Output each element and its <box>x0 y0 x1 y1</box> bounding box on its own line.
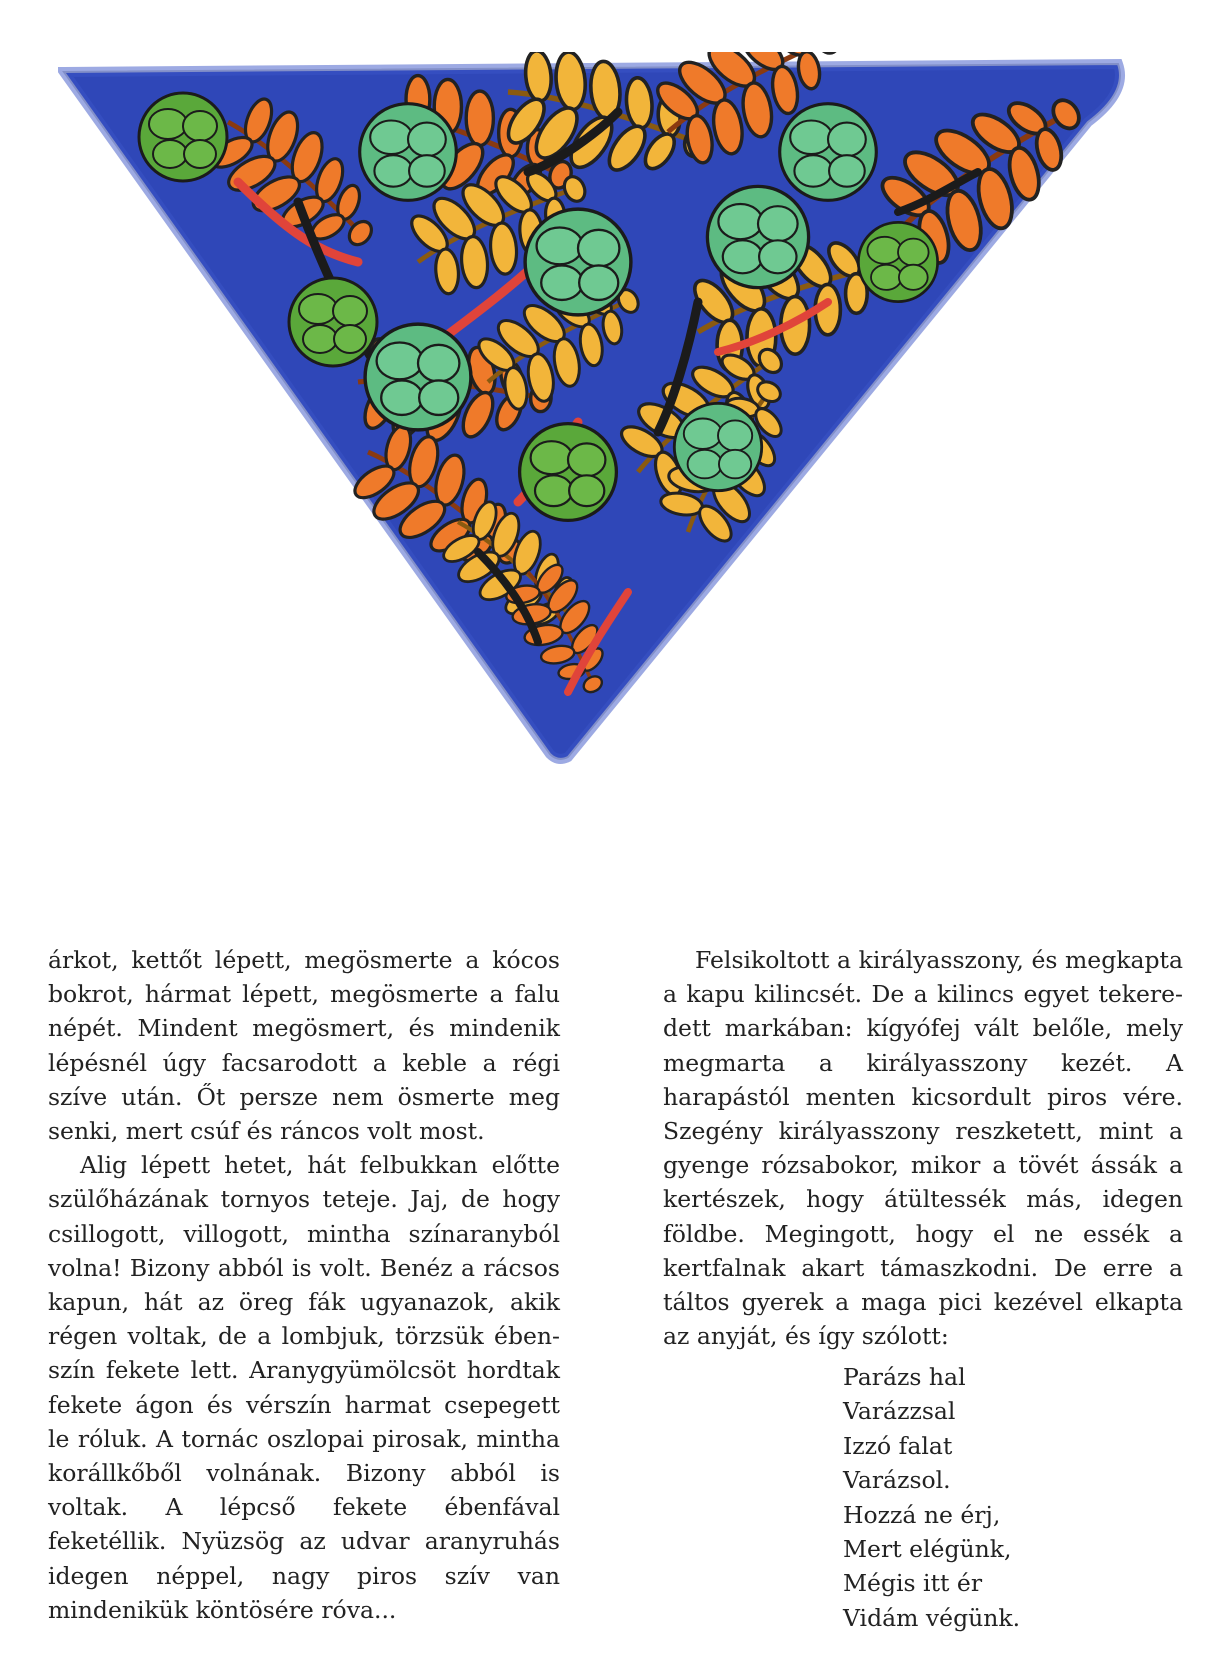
verse-line: Izzó falat <box>843 1431 953 1460</box>
verse-line: Varázsol. <box>843 1466 951 1495</box>
verse-line: Vidám végünk. <box>843 1603 1021 1632</box>
left-text-column <box>48 943 560 1627</box>
paragraph: Alig lépett hetet, hát felbukkan előtte szülőházának tornyos teteje. Jaj, de hogy csillogott, villogott, mintha színaranyból volna! Bizony abból is volt. Benéz a rácsos kapun, hát az öreg fák ugyanazok, akik régen voltak, de a lombjuk, törzsük ébenszín fekete lett. Aranygyümölcsöt hordtak fekete ágon és vérszín harmat csepegett le róluk. A tornác oszlopai pirosak, mintha korállkőből volnának. Bizony abból is voltak. A lépcső fekete ébenfával feketéllik. Nyüzsög az udvar aranyruhás idegen néppel, nagy piros szív van mindenikük köntösére róva... <box>48 1151 560 1624</box>
right-text-column <box>663 943 1183 1353</box>
verse-line: Mert elégünk, <box>843 1535 1012 1564</box>
verse-line: Hozzá ne érj, <box>843 1500 1001 1529</box>
paragraph: Felsikoltott a királyasszony, és megkapta a kapu kilincsét. De a kilincs egyet tekeredett markában: kígyófej vált belőle, mely megmarta a királyasszony kezét. A harapástól menten kicsordult piros vére. Szegény királyasszony reszketett, mint a gyenge rózsabokor, mikor a tövét ássák a kertészek, hogy átültessék más, idegen földbe. Megingott, hogy el ne essék a kertfalnak akart támaszkodni. De erre a táltos gyerek a maga pici kezével elkapta az anyját, és így szólott: <box>663 946 1183 1351</box>
paragraph: árkot, kettőt lépett, megösmerte a kócos bokrot, hármat lépett, megösmerte a falu népét. Mindent megösmert, és mindenik lépésnél úgy facsarodott a keble a régi szíve után. Őt persze nem ösmerte meg senki, mert csúf és ráncos volt most. <box>48 946 560 1146</box>
verse-line: Mégis itt ér <box>843 1569 983 1598</box>
verse-line: Varázzsal <box>843 1397 956 1426</box>
verse <box>843 1360 1020 1635</box>
verse-line: Parázs hal <box>843 1363 966 1391</box>
folk-art-illustration <box>58 52 1178 792</box>
